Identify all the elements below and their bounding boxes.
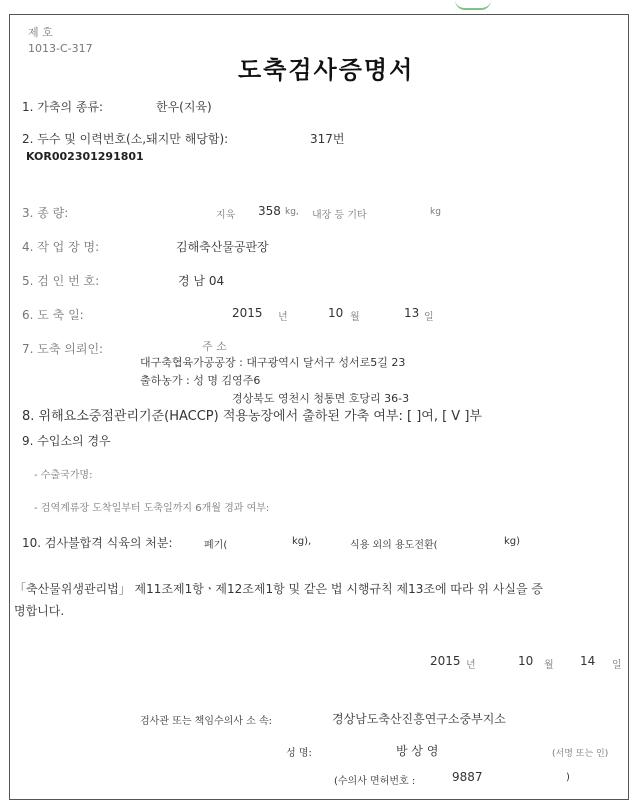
license-label: (수의사 면허번호 :: [334, 776, 416, 787]
item-7-address-heading: 주 소: [202, 340, 227, 353]
inspector-office: 경상남도축산진흥연구소중부지소: [332, 712, 506, 726]
issue-month-unit: 월: [544, 660, 554, 671]
item-9-export-country: - 수출국가명:: [34, 470, 93, 481]
item-10-label: 10. 검사불합격 식육의 처분:: [22, 536, 173, 550]
document-title: 도축검사증명서: [238, 56, 415, 84]
inspector-office-label: 검사관 또는 책임수의사 소 속:: [140, 716, 273, 727]
item-3-carcass-label: 지육: [216, 210, 236, 221]
license-number: 9887: [452, 770, 483, 784]
item-7-label: 7. 도축 의뢰인:: [22, 342, 104, 356]
item-6-day-unit: 일: [424, 312, 434, 323]
item-2-count: 317번: [310, 132, 345, 146]
issue-year-unit: 년: [466, 660, 476, 671]
statement-line-1: 「축산물위생관리법」 제11조제1항ㆍ제12조제1항 및 같은 법 시행규칙 제13조에 따라 위 사실을 증: [14, 582, 543, 596]
item-10-kg-1: kg),: [292, 536, 312, 547]
item-2-trace-no: KOR002301291801: [26, 150, 144, 163]
inspector-name: 방 상 영: [396, 744, 439, 758]
item-7-line-2: 출하농가 : 성 명 김영주6: [140, 374, 261, 387]
item-5-value: 경 남 04: [178, 274, 225, 288]
item-2-label: 2. 두수 및 이력번호(소,돼지만 해당함):: [22, 132, 229, 146]
inspector-name-label: 성 명:: [286, 748, 312, 759]
doc-number: 1013-C-317: [28, 42, 93, 55]
item-3-carcass-unit: kg,: [285, 207, 299, 217]
item-10-kg-2: kg): [504, 536, 521, 547]
item-6-day: 13: [404, 306, 420, 320]
issue-day: 14: [580, 654, 596, 668]
license-close: ): [566, 772, 570, 783]
item-3-carcass-value: 358: [258, 204, 281, 218]
inspector-signature: (서명 또는 인): [552, 749, 609, 759]
issue-year: 2015: [430, 654, 461, 668]
doc-no-label: 제 호: [28, 26, 53, 39]
item-6-year: 2015: [232, 306, 263, 320]
item-6-month-unit: 월: [350, 312, 360, 323]
item-3-other-label: 내장 등 기타: [312, 210, 367, 221]
item-3-other-unit: kg: [430, 207, 441, 217]
stamp-mark: [455, 0, 491, 10]
item-8-text: 8. 위해요소중점관리기준(HACCP) 적용농장에서 출하된 가축 여부: [ ]여, [ V ]부: [22, 409, 482, 424]
item-7-line-1: 대구축협육가공공장 : 대구광역시 달서구 성서로5길 23: [140, 356, 406, 369]
item-1-label: 1. 가축의 종류:: [22, 100, 104, 114]
statement-line-2: 명합니다.: [14, 604, 65, 618]
item-10-other-use: 식용 외의 용도전환(: [350, 540, 438, 551]
item-10-discard: 폐기(: [204, 540, 228, 551]
item-3-label: 3. 종 량:: [22, 206, 69, 220]
issue-day-unit: 일: [612, 660, 622, 671]
item-5-label: 5. 검 인 번 호:: [22, 274, 100, 288]
item-7-line-3: 경상북도 영천시 청통면 호당리 36-3: [232, 392, 410, 405]
item-1-value: 한우(지육): [156, 100, 212, 114]
item-9-label: 9. 수입소의 경우: [22, 434, 111, 448]
item-4-value: 김해축산물공판장: [176, 240, 269, 254]
item-6-month: 10: [328, 306, 344, 320]
item-6-year-unit: 년: [278, 312, 288, 323]
item-9-quarantine: - 검역계류장 도착일부터 도축일까지 6개월 경과 여부:: [34, 503, 270, 514]
issue-month: 10: [518, 654, 534, 668]
item-4-label: 4. 작 업 장 명:: [22, 240, 100, 254]
item-6-label: 6. 도 축 일:: [22, 308, 84, 322]
